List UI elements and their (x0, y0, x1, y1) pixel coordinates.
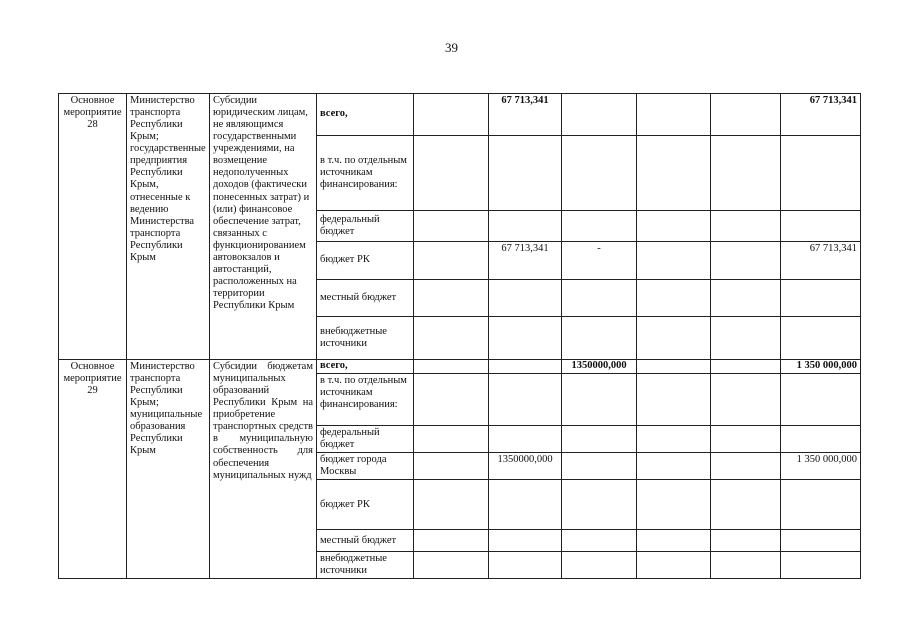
value-cell (489, 317, 562, 360)
value-cell (637, 317, 711, 360)
source-rk: бюджет РК (317, 242, 414, 280)
value-cell (781, 426, 861, 453)
value-cell (637, 94, 711, 136)
value-cell (781, 317, 861, 360)
budget-table (58, 93, 861, 579)
value-cell (637, 552, 711, 579)
value-cell: 1 350 000,000 (781, 453, 861, 480)
value-cell (562, 480, 637, 530)
value-cell (414, 136, 489, 211)
source-extrabudget: внебюджетные источники (317, 552, 414, 579)
value-cell (711, 374, 781, 426)
value-cell (489, 360, 562, 374)
description-cell: Субсидии бюджетам муниципальных образований Республики Крым на приобретение транспортных средств в муниципальную собственность для обеспечения муниципальных нужд (210, 360, 317, 579)
value-cell (562, 280, 637, 317)
event-cell: Основное мероприятие 28 (59, 94, 127, 360)
value-cell (637, 530, 711, 552)
value-cell: 1350000,000 (489, 453, 562, 480)
executor-cell: Министерство транспорта Республики Крым; муниципальные образования Республики Крым (127, 360, 210, 579)
value-cell (489, 136, 562, 211)
value-cell: 1350000,000 (562, 360, 637, 374)
value-cell (781, 480, 861, 530)
value-cell (711, 530, 781, 552)
value-cell (637, 360, 711, 374)
value-cell: 67 713,341 (489, 242, 562, 280)
description-cell: Субсидии юридическим лицам, не являющимся государственными учреждениями, на возмещение недополученных доходов (фактически понесенных затрат) и (или) финансовое обеспечение затрат, связанных с функционированием автовокзалов и автостанций, расположенных на территории Республики Крым (210, 94, 317, 360)
value-cell (781, 211, 861, 242)
value-cell (562, 453, 637, 480)
value-cell (781, 136, 861, 211)
value-cell (711, 426, 781, 453)
value-cell (781, 552, 861, 579)
value-cell (637, 480, 711, 530)
value-cell (414, 211, 489, 242)
value-cell (562, 552, 637, 579)
value-cell (414, 453, 489, 480)
value-cell (489, 280, 562, 317)
value-cell (781, 530, 861, 552)
value-cell (711, 280, 781, 317)
value-cell (489, 480, 562, 530)
value-cell (637, 280, 711, 317)
value-cell (711, 242, 781, 280)
table-row (59, 94, 861, 136)
table-row (59, 360, 861, 374)
value-cell (711, 552, 781, 579)
value-cell (637, 374, 711, 426)
page-number: 39 (445, 40, 458, 55)
value-cell (562, 374, 637, 426)
value-cell (414, 94, 489, 136)
source-federal: федеральный бюджет (317, 426, 414, 453)
value-cell (562, 136, 637, 211)
value-cell (637, 136, 711, 211)
value-cell: 67 713,341 (781, 242, 861, 280)
value-cell (489, 426, 562, 453)
source-local: местный бюджет (317, 280, 414, 317)
source-local: местный бюджет (317, 530, 414, 552)
value-cell (637, 453, 711, 480)
source-rk: бюджет РК (317, 480, 414, 530)
value-cell (414, 242, 489, 280)
value-cell (781, 374, 861, 426)
value-cell (562, 530, 637, 552)
value-cell (562, 317, 637, 360)
source-extrabudget: внебюджетные источники (317, 317, 414, 360)
value-cell (562, 211, 637, 242)
value-cell (711, 211, 781, 242)
value-cell (489, 552, 562, 579)
value-cell (711, 453, 781, 480)
value-cell: 1 350 000,000 (781, 360, 861, 374)
value-cell (637, 211, 711, 242)
value-cell (637, 426, 711, 453)
source-total: всего, (317, 360, 414, 374)
value-cell (414, 552, 489, 579)
source-moscow: бюджет города Москвы (317, 453, 414, 480)
value-cell (414, 374, 489, 426)
source-breakdown: в т.ч. по отдельным источникам финансирования: (317, 136, 414, 211)
value-cell (711, 94, 781, 136)
source-federal: федеральный бюджет (317, 211, 414, 242)
value-cell (489, 374, 562, 426)
value-cell (489, 211, 562, 242)
executor-cell: Министерство транспорта Республики Крым; государственные предприятия Республики Крым, отнесенные к ведению Министерства транспорта Республики Крым (127, 94, 210, 360)
event-cell: Основное мероприятие 29 (59, 360, 127, 579)
value-cell (414, 426, 489, 453)
value-cell (711, 360, 781, 374)
value-cell: 67 713,341 (781, 94, 861, 136)
value-cell (414, 360, 489, 374)
value-cell (489, 530, 562, 552)
value-cell (562, 94, 637, 136)
value-cell (781, 280, 861, 317)
source-breakdown: в т.ч. по отдельным источникам финансирования: (317, 374, 414, 426)
value-cell (637, 242, 711, 280)
value-cell (414, 280, 489, 317)
value-cell (414, 530, 489, 552)
value-cell (711, 136, 781, 211)
value-cell: 67 713,341 (489, 94, 562, 136)
value-cell (562, 426, 637, 453)
value-cell (711, 480, 781, 530)
value-cell: - (562, 242, 637, 280)
source-total: всего, (317, 94, 414, 136)
value-cell (711, 317, 781, 360)
value-cell (414, 480, 489, 530)
value-cell (414, 317, 489, 360)
